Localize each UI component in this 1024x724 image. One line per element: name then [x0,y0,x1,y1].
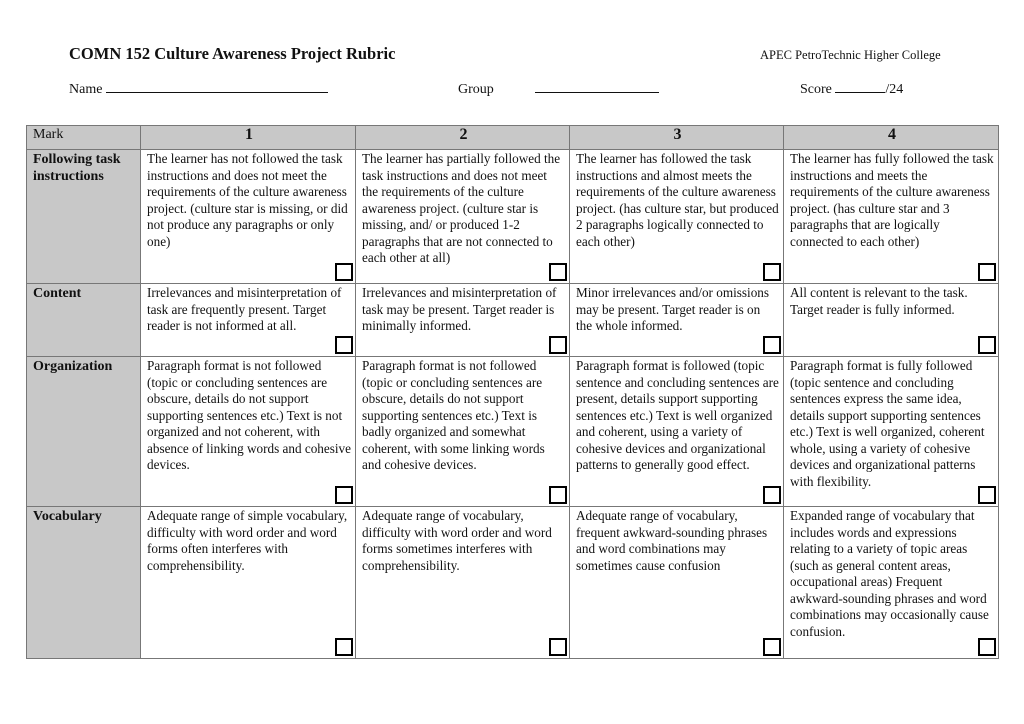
criterion-text: Adequate range of simple vocabulary, difficulty with word order and word forms often interferes with comprehensibility. [147,508,348,573]
criterion-text: The learner has followed the task instructions and almost meets the requirements of the culture awareness project. (has culture star, but produced 2 paragraphs logically connected to each other) [576,151,779,249]
row-label: Content [27,284,141,357]
criterion-text: Irrelevances and misinterpretation of task may be present. Target reader is minimally informed. [362,285,557,333]
criterion-cell [784,150,999,284]
score-label: Score [800,82,832,97]
criterion-cell [570,284,784,357]
criterion-text: The learner has not followed the task instructions and does not meet the requirements of the culture awareness project. (culture star is missing, or did not produce any paragraphs or only one) [147,151,348,249]
criterion-cell [356,284,570,357]
header-row [27,126,999,150]
document-title: COMN 152 Culture Awareness Project Rubric [69,44,396,63]
score-checkbox[interactable] [549,486,567,504]
criterion-text: Paragraph format is not followed (topic or concluding sentences are obscure, details do not support supporting sentences etc.) Text is not organized and not coherent, with absence of linking words and cohesive devices. [147,358,351,472]
name-field[interactable] [69,80,328,98]
score-checkbox[interactable] [763,263,781,281]
criterion-cell [141,507,356,659]
score-total: /24 [885,82,904,97]
criterion-text: Paragraph format is not followed (topic or concluding sentences are obscure, details do not support supporting sentences etc.) Text is badly organized and somewhat coherent, with some linking words and cohesive devices. [362,358,545,472]
score-blank[interactable] [835,80,885,93]
criterion-text: Paragraph format is fully followed (topic sentence and concluding sentences express the same idea, details support supporting sentences etc.) Text is well organized, coherent whole, using a variety of cohesive devices and organizational patterns with flexibility. [790,358,985,489]
score-checkbox[interactable] [978,336,996,354]
rubric-table [26,125,999,659]
criterion-text: Minor irrelevances and/or omissions may be present. Target reader is on the whole informed. [576,285,770,333]
criterion-text: Paragraph format is followed (topic sentence and concluding sentences are present, details support supporting sentences etc.) Text is well organized and coherent, using a variety of cohesive devices and organizational patterns to generally good effect. [576,358,779,472]
row-label: Following task instructions [27,150,141,284]
score-checkbox[interactable] [763,638,781,656]
criterion-cell [356,507,570,659]
criterion-cell [784,507,999,659]
criterion-cell [141,150,356,284]
score-checkbox[interactable] [978,263,996,281]
score-checkbox[interactable] [763,486,781,504]
rubric-row-following-task-instructions [27,150,999,284]
name-blank[interactable] [106,80,328,93]
score-checkbox[interactable] [335,638,353,656]
row-label: Vocabulary [27,507,141,659]
column-header-mark: Mark [27,126,141,150]
group-blank[interactable] [535,80,659,93]
criterion-text: The learner has fully followed the task instructions and meets the requirements of the culture awareness project. (has culture star and 3 paragraphs that are logically connected to each other) [790,151,994,249]
column-header-2: 2 [356,126,570,150]
score-checkbox[interactable] [549,263,567,281]
name-label: Name [69,82,103,97]
criterion-text: Irrelevances and misinterpretation of task are frequently present. Target reader is not informed at all. [147,285,342,333]
criterion-cell [141,357,356,507]
score-checkbox[interactable] [549,638,567,656]
criterion-cell [356,357,570,507]
criterion-cell [784,357,999,507]
rubric-row-organization [27,357,999,507]
college-name: APEC PetroTechnic Higher College [760,48,941,62]
criterion-cell [141,284,356,357]
criterion-text: The learner has partially followed the task instructions and does not meet the requirements of the culture awareness project. (culture star is missing, and/ or produced 1-2 paragraphs that are not connected to each other at all) [362,151,561,265]
criterion-cell [570,507,784,659]
score-checkbox[interactable] [335,486,353,504]
criterion-cell [356,150,570,284]
group-field[interactable] [458,80,659,98]
criterion-text: Adequate range of vocabulary, difficulty with word order and word forms sometimes interferes with comprehensibility. [362,508,552,573]
score-checkbox[interactable] [978,638,996,656]
criterion-text: Expanded range of vocabulary that includes words and expressions relating to a variety of topic areas (such as general content areas, occupational areas) Frequent awkward-sounding phrases and word combinations may occasionally cause confusion. [790,508,989,639]
score-checkbox[interactable] [763,336,781,354]
row-label: Organization [27,357,141,507]
group-label: Group [458,82,494,97]
criterion-text: All content is relevant to the task. Target reader is fully informed. [790,285,968,317]
criterion-cell [570,150,784,284]
score-field[interactable] [800,80,903,98]
score-checkbox[interactable] [549,336,567,354]
column-header-4: 4 [784,126,999,150]
rubric-row-vocabulary [27,507,999,659]
rubric-row-content [27,284,999,357]
column-header-1: 1 [141,126,356,150]
column-header-3: 3 [570,126,784,150]
score-checkbox[interactable] [335,336,353,354]
criterion-text: Adequate range of vocabulary, frequent awkward-sounding phrases and word combinations may sometimes cause confusion [576,508,768,573]
score-checkbox[interactable] [335,263,353,281]
score-checkbox[interactable] [978,486,996,504]
criterion-cell [784,284,999,357]
criterion-cell [570,357,784,507]
